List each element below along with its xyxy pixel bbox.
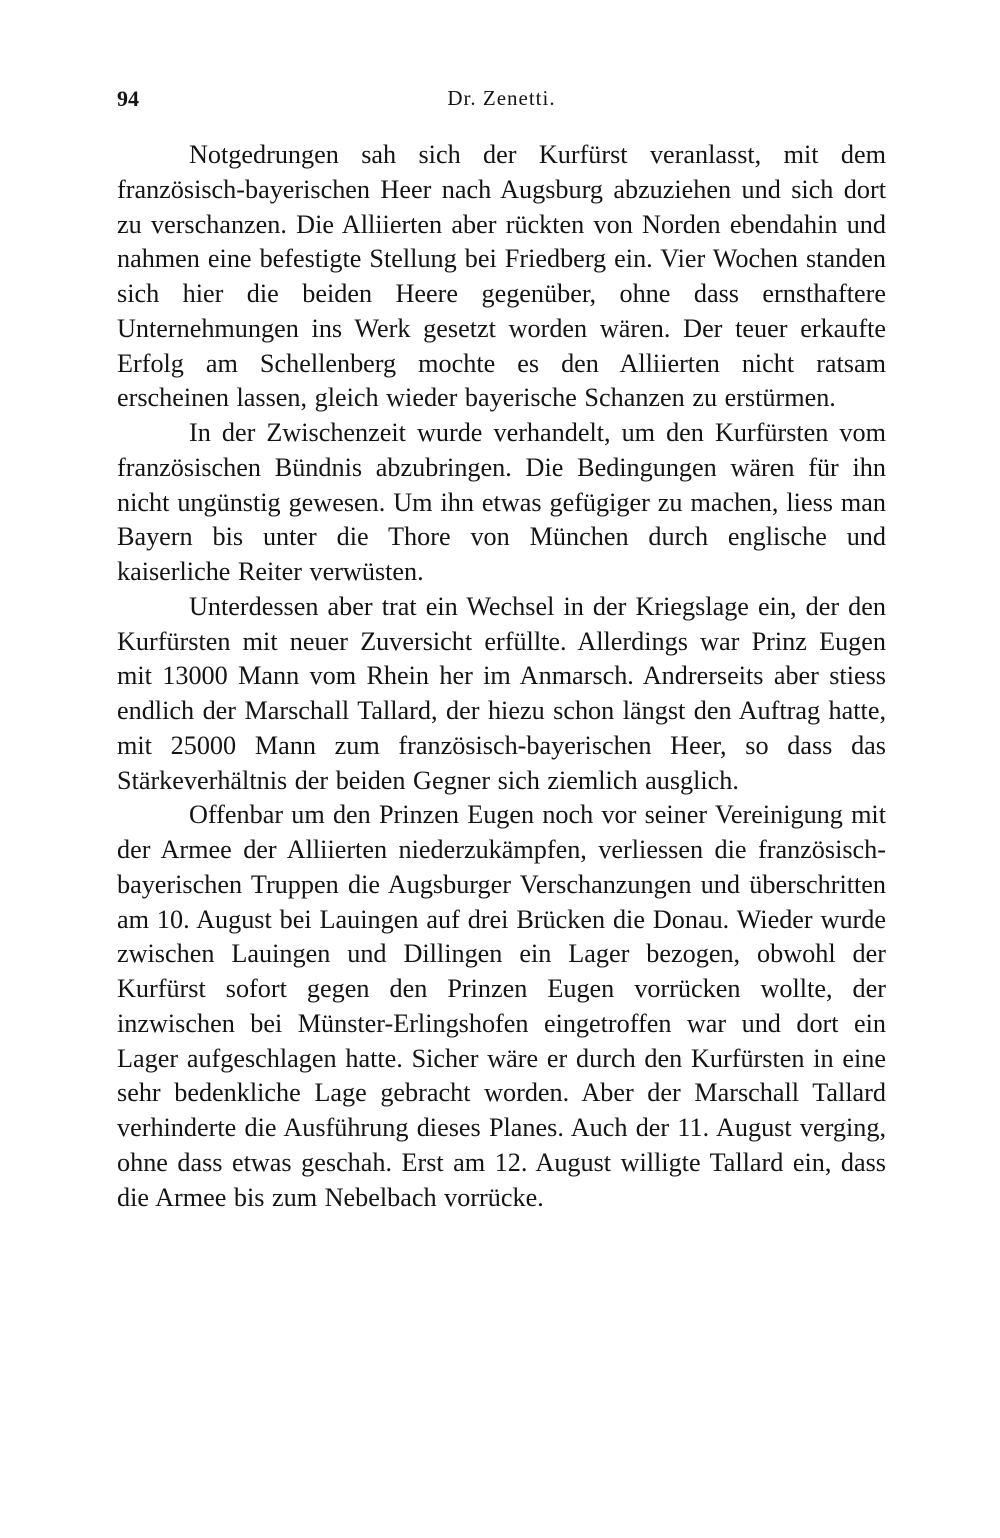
body-text [117, 138, 886, 1215]
paragraph-negotiations: In der Zwischenzeit wurde verhandelt, um den Kurfürsten vom französischen Bündnis abzubringen. Die Bedingungen wären für ihn nicht ungünstig gewesen. Um ihn etwas gefügiger zu machen, liess man Bayern bis unter die Thore von München durch englische und kaiserliche Reiter verwüsten. [117, 418, 886, 586]
paragraph-retreat-to-augsburg: Notgedrungen sah sich der Kurfürst veranlasst, mit dem französisch-bayerischen Heer nach Augsburg abzuziehen und sich dort zu verschanzen. Die Alliierten aber rückten von Norden ebendahin und nahmen eine befestigte Stellung bei Friedberg ein. Vier Wochen standen sich hier die beiden Heere gegenüber, ohne dass ernsthaftere Unternehmungen ins Werk gesetzt worden wären. Der teuer erkaufte Erfolg am Schellenberg mochte es den Alliierten nicht ratsam erscheinen lassen, gleich wieder bayerische Schanzen zu erstürmen. [117, 140, 886, 413]
running-header [117, 86, 886, 116]
running-title: Dr. Zenetti. [447, 86, 556, 110]
paragraph-crossing-the-danube: Offenbar um den Prinzen Eugen noch vor seiner Vereinigung mit der Armee der Alliierten niederzukämpfen, verliessen die französisch-bayerischen Truppen die Augsburger Verschanzungen und überschritten am 10. August bei Lauingen auf drei Brücken die Donau. Wieder wurde zwischen Lauingen und Dillingen ein Lager bezogen, obwohl der Kurfürst sofort gegen den Prinzen Eugen vorrücken wollte, der inzwischen bei Münster-Erlingshofen eingetroffen war und dort ein Lager aufgeschlagen hatte. Sicher wäre er durch den Kurfürsten in eine sehr bedenkliche Lage gebracht worden. Aber der Marschall Tallard verhinderte die Ausführung dieses Planes. Auch der 11. August verging, ohne dass etwas geschah. Erst am 12. August willigte Tallard ein, dass die Armee bis zum Nebelbach vorrücke. [117, 800, 886, 1212]
page-number: 94 [117, 86, 139, 111]
paragraph-change-of-situation: Unterdessen aber trat ein Wechsel in der Kriegslage ein, der den Kurfürsten mit neuer Zuversicht erfüllte. Allerdings war Prinz Eugen mit 13000 Mann vom Rhein her im Anmarsch. Andrerseits aber stiess endlich der Marschall Tallard, der hiezu schon längst den Auftrag hatte, mit 25000 Mann zum französisch-bayerischen Heer, so dass das Stärkeverhältnis der beiden Gegner sich ziemlich ausglich. [117, 591, 886, 795]
